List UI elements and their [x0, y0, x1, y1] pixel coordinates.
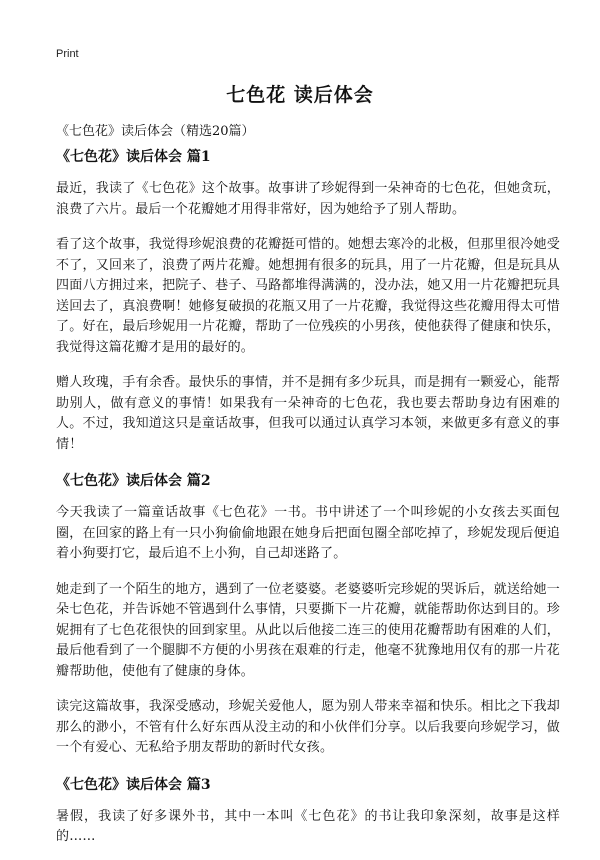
section-3 [56, 774, 560, 848]
paragraph: 暑假，我读了好多课外书，其中一本叫《七色花》的书让我印象深刻，故事是这样的…… [56, 808, 560, 844]
section-2 [56, 470, 560, 759]
article-content [56, 146, 560, 860]
paragraph: 看了这个故事，我觉得珍妮浪费的花瓣挺可惜的。她想去寒冷的北极，但那里很冷她受不了，又回来了，浪费了两片花瓣。她想拥有很多的玩具，用了一片花瓣，但是玩具从四面八方拥过来，把院子、巷子、马路都堆得满满的，没办法，她又用一片花瓣把玩具送回去了，真浪费啊！她修复破损的花瓶又用了一片花瓣，我觉得这些花瓣用得太可惜了。好在，最后珍妮用一片花瓣，帮助了一位残疾的小男孩，使他获得了健康和快乐，我觉得这篇花瓣才是用的最好的。 [56, 237, 560, 355]
paragraph: 今天我读了一篇童话故事《七色花》一书。书中讲述了一个叫珍妮的小女孩去买面包圈，在回家的路上有一只小狗偷偷地跟在她身后把面包圈全部吃掉了，珍妮发现后便追着小狗要打它，最后追不上小狗，自己却迷路了。 [56, 505, 560, 561]
paragraph: 赠人玫瑰，手有余香。最快乐的事情，并不是拥有多少玩具，而是拥有一颗爱心，能帮助别人，做有意义的事情！如果我有一朵神奇的七色花，我也要去帮助身边有困难的人。不过，我知道这只是童话故事，但我可以通过认真学习本领，来做更多有意义的事情！ [56, 375, 560, 452]
section-1 [56, 146, 560, 455]
section-heading: 《七色花》读后体会 篇3 [56, 776, 211, 793]
paragraph: 她走到了一个陌生的地方，遇到了一位老婆婆。老婆婆听完珍妮的哭诉后，就送给她一朵七色花，并告诉她不管遇到什么事情，只要撕下一片花瓣，就能帮助你达到目的。珍妮拥有了七色花很快的回到家里。从此以后他接二连三的使用花瓣帮助有困难的人们，最后他看到了一个腿脚不方便的小男孩在艰难的行走，他毫不犹豫地用仅有的那一片花瓣帮助他，使他有了健康的身体。 [56, 581, 560, 679]
page-title: 七色花 读后体会 [226, 84, 374, 106]
paragraph: 读完这篇故事，我深受感动，珍妮关爱他人，愿为别人带来幸福和快乐。相比之下我却那么的渺小，不管有什么好东西从没主动的和小伙伴们分享。以后我要向珍妮学习，做一个有爱心、无私给予朋友帮助的新时代女孩。 [56, 699, 560, 755]
page-subtitle: 《七色花》读后体会（精选20篇） [56, 124, 255, 139]
section-heading: 《七色花》读后体会 篇2 [56, 473, 211, 489]
paragraph: 最近，我读了《七色花》这个故事。故事讲了珍妮得到一朵神奇的七色花，但她贪玩，浪费了六片。最后一个花瓣她才用得非常好，因为她给予了别人帮助。 [56, 181, 560, 217]
print-link[interactable]: Print [56, 48, 79, 60]
section-heading: 《七色花》读后体会 篇1 [56, 149, 211, 165]
